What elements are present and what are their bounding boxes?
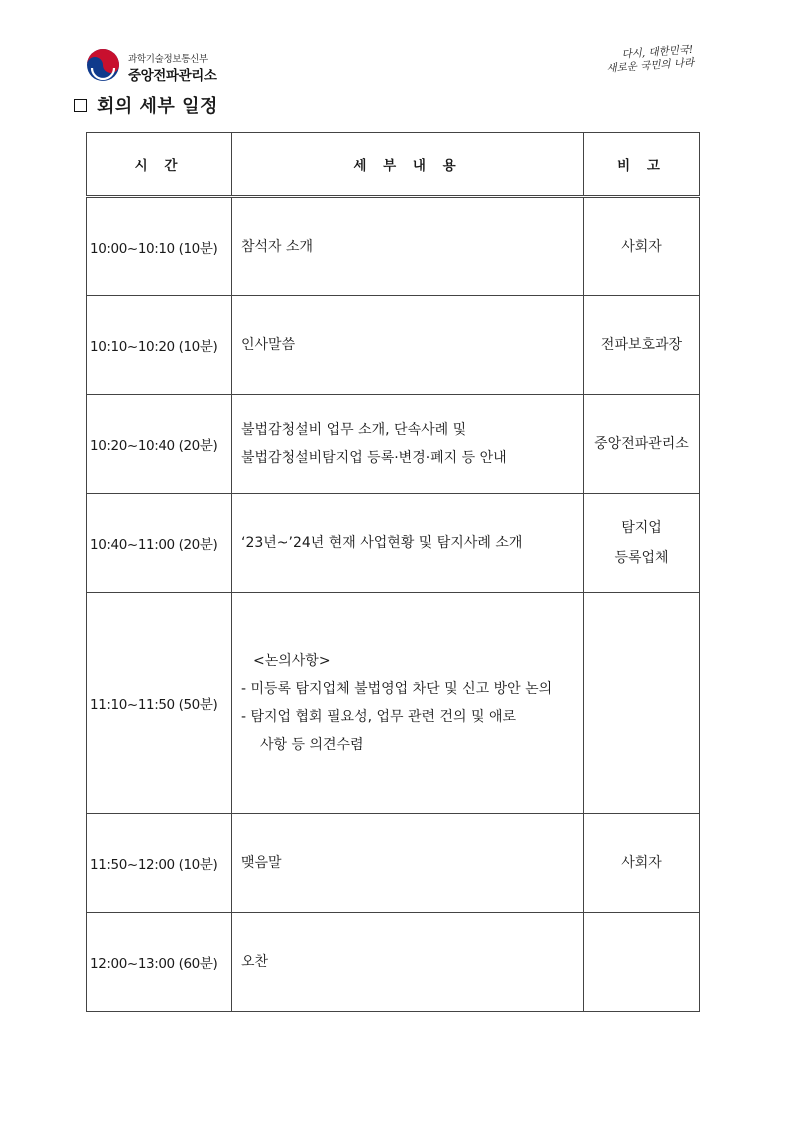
detail-line: 인사말씀 (241, 337, 296, 353)
header-note: 비 고 (584, 133, 700, 197)
detail-cell (232, 814, 584, 913)
note-line: 등록업체 (614, 550, 669, 566)
note-cell (584, 814, 700, 913)
note-cell (584, 296, 700, 395)
discussion-item: - 미등록 탐지업체 불법영업 차단 및 신고 방안 논의 (241, 681, 553, 697)
detail-cell (232, 593, 584, 814)
note-line: 중앙전파관리소 (594, 436, 689, 452)
detail-cell (232, 913, 584, 1012)
table-header-row (87, 133, 700, 197)
table-row (87, 494, 700, 593)
slogan-line1: 다시, 대한민국! (621, 43, 694, 61)
detail-cell (232, 494, 584, 593)
note-line: 전파보호과장 (600, 337, 683, 353)
schedule-table (86, 132, 700, 1012)
square-bullet-icon (74, 99, 87, 112)
detail-line: 맺음말 (241, 855, 282, 871)
detail-line: 오찬 (241, 954, 269, 970)
time-cell: 10:40~11:00 (20분) (87, 494, 232, 593)
ministry-name: 과학기술정보통신부 (128, 54, 208, 65)
note-cell (584, 913, 700, 1012)
header-logo (86, 46, 236, 86)
table-row (87, 913, 700, 1012)
time-cell: 11:10~11:50 (50분) (87, 593, 232, 814)
table-row (87, 593, 700, 814)
detail-line: 참석자 소개 (241, 238, 314, 255)
time-cell: 10:00~10:10 (10분) (87, 197, 232, 296)
detail-cell (232, 395, 584, 494)
note-line: 사회자 (621, 855, 662, 871)
discussion-item-continued: 사항 등 의견수렴 (260, 737, 364, 753)
time-cell: 10:20~10:40 (20분) (87, 395, 232, 494)
detail-cell (232, 296, 584, 395)
header-detail: 세 부 내 용 (232, 133, 584, 197)
discussion-item: - 탐지업 협회 필요성, 업무 관련 건의 및 애로 (241, 709, 517, 725)
table-row (87, 395, 700, 494)
detail-line: ‘23년~’24년 현재 사업현황 및 탐지사례 소개 (241, 535, 523, 551)
slogan-line2: 새로운 국민의 나라 (606, 56, 695, 75)
note-line: 탐지업 (621, 520, 662, 536)
note-cell (584, 197, 700, 296)
table-row (87, 296, 700, 395)
note-line: 사회자 (621, 238, 662, 255)
note-cell (584, 494, 700, 593)
time-cell: 11:50~12:00 (10분) (87, 814, 232, 913)
note-cell (584, 593, 700, 814)
detail-line: 불법감청설비 업무 소개, 단속사례 및 (241, 422, 467, 438)
note-cell (584, 395, 700, 494)
detail-line: 불법감청설비탐지업 등록·변경·폐지 등 안내 (241, 450, 507, 466)
section-title-text: 회의 세부 일정 (97, 96, 218, 117)
organization-name: 중앙전파관리소 (128, 68, 217, 84)
discussion-heading: <논의사항> (253, 653, 331, 669)
table-row (87, 814, 700, 913)
slogan (605, 42, 717, 76)
government-emblem-icon (86, 48, 120, 82)
time-cell: 10:10~10:20 (10분) (87, 296, 232, 395)
section-title (74, 92, 218, 118)
time-cell: 12:00~13:00 (60분) (87, 913, 232, 1012)
table-row (87, 197, 700, 296)
header-time: 시 간 (87, 133, 232, 197)
detail-cell (232, 197, 584, 296)
